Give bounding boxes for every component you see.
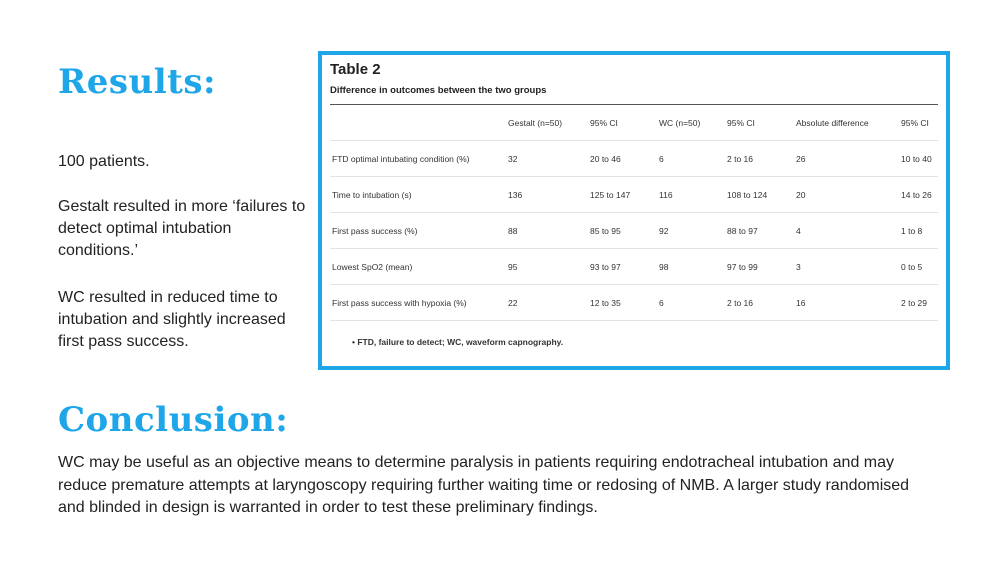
header-cell: 95% CI bbox=[588, 105, 657, 141]
table-header-row bbox=[330, 105, 938, 141]
outcomes-table bbox=[330, 105, 938, 321]
table-cell: Time to intubation (s) bbox=[330, 177, 506, 213]
conclusion-text: WC may be useful as an objective means to determine paralysis in patients requiring endotracheal intubation and may reduce premature attempts at laryngoscopy requiring further waiting time or redosing of NMB. A larger study randomised and blinded in design is warranted in order to test these preliminary findings. bbox=[58, 454, 910, 516]
table-cell: 12 to 35 bbox=[588, 285, 657, 321]
table-cell: 1 to 8 bbox=[899, 213, 938, 249]
results-heading: Results: bbox=[58, 62, 217, 102]
table-cell: 16 bbox=[794, 285, 899, 321]
table-cell: 98 bbox=[657, 249, 725, 285]
table-cell: 3 bbox=[794, 249, 899, 285]
table-cell: 85 to 95 bbox=[588, 213, 657, 249]
table-cell: 22 bbox=[506, 285, 588, 321]
header-cell bbox=[330, 105, 506, 141]
table-cell: 14 to 26 bbox=[899, 177, 938, 213]
header-cell: 95% CI bbox=[899, 105, 938, 141]
table-title: Table 2 bbox=[330, 61, 381, 78]
header-cell: Gestalt (n=50) bbox=[506, 105, 588, 141]
table-cell: 97 to 99 bbox=[725, 249, 794, 285]
table-cell: First pass success with hypoxia (%) bbox=[330, 285, 506, 321]
table-row bbox=[330, 213, 938, 249]
table-cell: 95 bbox=[506, 249, 588, 285]
wc-finding-text: WC resulted in reduced time to intubation and slightly increased first pass success. bbox=[58, 289, 286, 350]
table-cell: 116 bbox=[657, 177, 725, 213]
table-cell: FTD optimal intubating condition (%) bbox=[330, 141, 506, 177]
table-cell: 136 bbox=[506, 177, 588, 213]
table-row bbox=[330, 177, 938, 213]
table-caption: Difference in outcomes between the two groups bbox=[330, 85, 547, 96]
table-cell: 20 to 46 bbox=[588, 141, 657, 177]
header-cell: WC (n=50) bbox=[657, 105, 725, 141]
table-cell: 6 bbox=[657, 285, 725, 321]
table-footnote: • FTD, failure to detect; WC, waveform capnography. bbox=[352, 337, 564, 347]
table-cell: 2 to 16 bbox=[725, 141, 794, 177]
table-cell: 4 bbox=[794, 213, 899, 249]
table-cell: 125 to 147 bbox=[588, 177, 657, 213]
table-cell: Lowest SpO2 (mean) bbox=[330, 249, 506, 285]
table-cell: 2 to 29 bbox=[899, 285, 938, 321]
table-cell: 6 bbox=[657, 141, 725, 177]
table-cell: First pass success (%) bbox=[330, 213, 506, 249]
table-cell: 92 bbox=[657, 213, 725, 249]
table-cell: 108 to 124 bbox=[725, 177, 794, 213]
table-row bbox=[330, 285, 938, 321]
table-cell: 88 bbox=[506, 213, 588, 249]
gestalt-finding-text: Gestalt resulted in more ‘failures to detect optimal intubation conditions.’ bbox=[58, 198, 306, 259]
table-row bbox=[330, 141, 938, 177]
table-cell: 32 bbox=[506, 141, 588, 177]
table-row bbox=[330, 249, 938, 285]
table-cell: 26 bbox=[794, 141, 899, 177]
table-cell: 20 bbox=[794, 177, 899, 213]
table-cell: 93 to 97 bbox=[588, 249, 657, 285]
table-cell: 88 to 97 bbox=[725, 213, 794, 249]
conclusion-heading: Conclusion: bbox=[58, 400, 289, 440]
table-cell: 2 to 16 bbox=[725, 285, 794, 321]
results-table-figure bbox=[318, 51, 950, 370]
table-cell: 0 to 5 bbox=[899, 249, 938, 285]
patient-count-text: 100 patients. bbox=[58, 153, 150, 170]
table-cell: 10 to 40 bbox=[899, 141, 938, 177]
header-cell: Absolute difference bbox=[794, 105, 899, 141]
header-cell: 95% CI bbox=[725, 105, 794, 141]
